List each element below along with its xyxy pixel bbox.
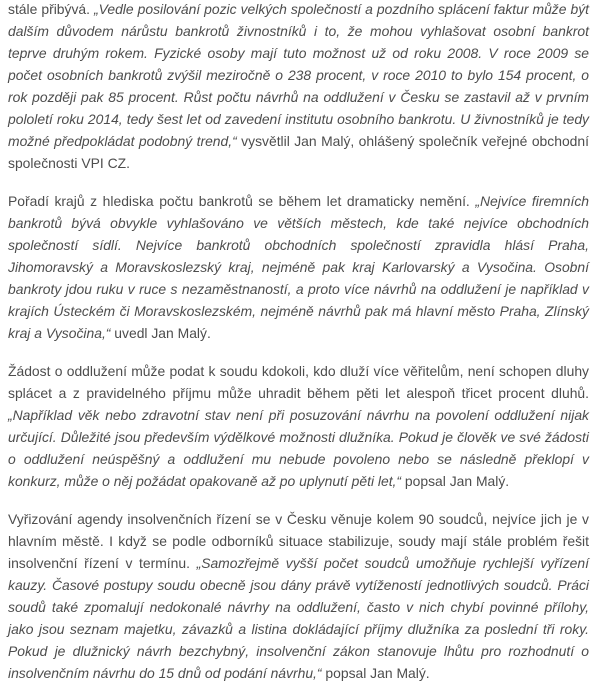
- paragraph-1-quote: „Vedle posilování pozic velkých společností a pozdního splácení faktur může být dalším důvodem nárůstu bankrotů živnostníků i to, že mohou vyhlašovat osobní bankrot teprve druhým rokem. Fyzické osoby mají tuto možnost už od roku 2008. V roce 2009 se počet osobních bankrotů zvýšil meziročně o 238 procent, v roce 2010 to bylo 154 procent, o rok později pak 85 procent. Růst počtu návrhů na oddlužení v Česku se zastavil až v prvním pololetí roku 2014, tedy šest let od zavedení institutu osobního bankrotu. U živnostníků je tedy možné předpokládat podobný trend,“: [8, 1, 589, 149]
- paragraph-1: [8, 0, 589, 174]
- paragraph-3-intro: Žádost o oddlužení může podat k soudu kdokoli, kdo dluží více věřitelům, není schopen dluhy splácet a z pravidelného příjmu může uhradit během pěti let alespoň třicet procent dluhů.: [8, 363, 589, 401]
- paragraph-3: [8, 360, 589, 492]
- paragraph-1-attribution: vysvětlil Jan Malý, ohlášený společník veřejné obchodní společnosti VPI CZ.: [8, 133, 589, 171]
- paragraph-4-attribution: popsal Jan Malý.: [321, 665, 430, 681]
- paragraph-4-intro: Vyřizování agendy insolvenčních řízení se v Česku věnuje kolem 90 soudců, nejvíce jich je v hlavním městě. I když se podle odborníků situace stabilizuje, soudy mají stále problém řešit insolvenční řízení v termínu.: [8, 511, 589, 571]
- paragraph-3-attribution: popsal Jan Malý.: [401, 473, 510, 489]
- paragraph-1-intro: stále přibývá.: [8, 1, 94, 17]
- paragraph-2: [8, 190, 589, 344]
- paragraph-3-quote: „Například věk nebo zdravotní stav není při posuzování návrhu na povolení oddlužení nijak určující. Důležité jsou především výdělkové možnosti dlužníka. Pokud je člověk ve své žádosti o oddlužení neúspěšný a oddlužení mu nebude povoleno nebo se následně překlopí v konkurz, může o něj požádat opakovaně až po uplynutí pěti let,“: [8, 407, 589, 489]
- paragraph-4: [8, 508, 589, 684]
- paragraph-2-quote: „Nejvíce firemních bankrotů bývá obvykle vyhlašováno ve větších městech, kde také nejvíce obchodních společností sídlí. Nejvíce bankrotů obchodních společností zpravidla hlásí Praha, Jihomoravský a Moravskoslezský kraj, nejméně pak kraj Karlovarský a Vysočina. Osobní bankroty jdou ruku v ruce s nezaměstnaností, a proto více návrhů na oddlužení je například v krajích Ústeckém či Moravskoslezském, nejméně návrhů pak má hlavní město Praha, Zlínský kraj a Vysočina,“: [8, 193, 589, 341]
- paragraph-4-quote: „Samozřejmě vyšší počet soudců umožňuje rychlejší vyřízení kauzy. Časové postupy soudu obecně jsou dány právě vytížeností jednotlivých soudců. Práci soudů také zpomalují nedokonalé návrhy na oddlužení, často v nich chybí povinné přílohy, jako jsou seznam majetku, závazků a listina dokládající příjmy dlužníka za poslední tři roky. Pokud je dlužnický návrh bezchybný, insolvenční zákon stanovuje lhůtu pro rozhodnutí o insolvenčním návrhu do 15 dnů od podání návrhu,“: [8, 555, 589, 681]
- paragraph-2-intro: Pořadí krajů z hlediska počtu bankrotů se během let dramaticky nemění.: [8, 193, 476, 209]
- paragraph-2-attribution: uvedl Jan Malý.: [110, 325, 211, 341]
